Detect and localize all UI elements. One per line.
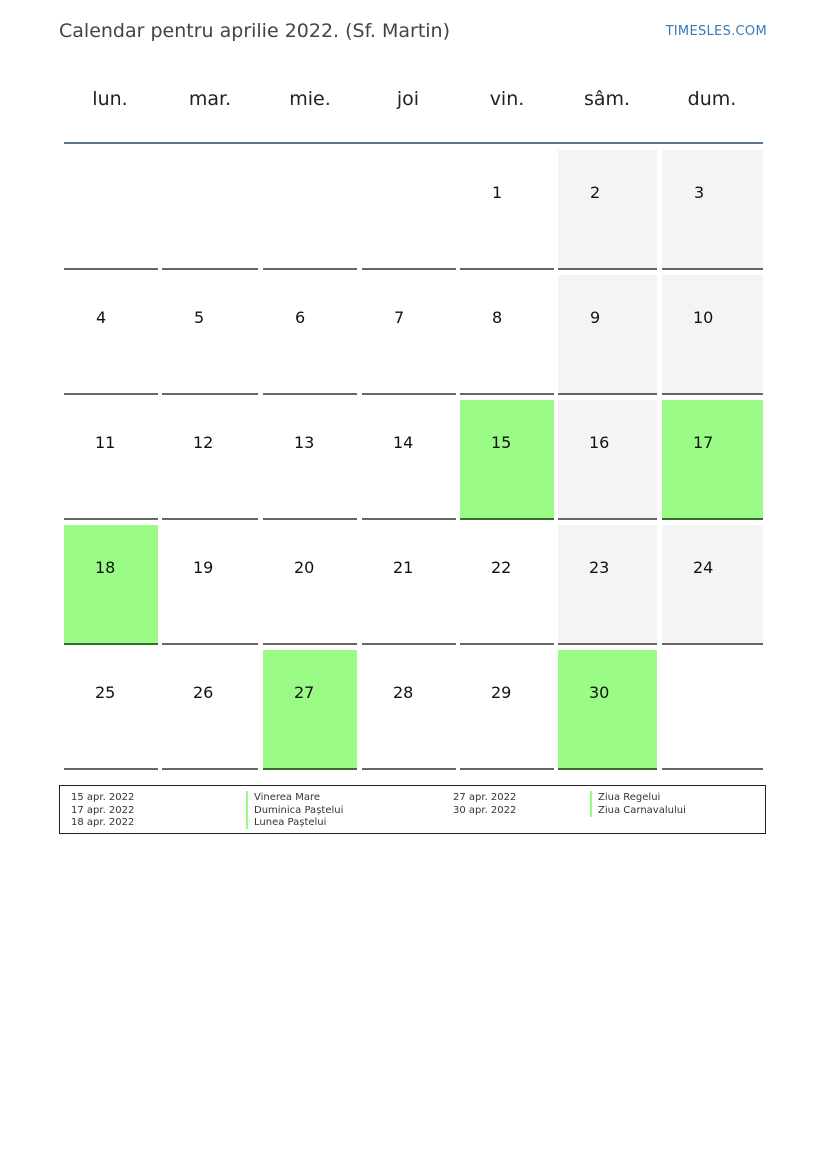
legend-item bbox=[60, 816, 765, 829]
day-cell[interactable] bbox=[662, 150, 763, 270]
day-number: 2 bbox=[590, 183, 601, 202]
weekday-label: mar. bbox=[188, 88, 232, 110]
day-cell[interactable] bbox=[162, 525, 258, 645]
day-number: 16 bbox=[589, 433, 610, 452]
page-title: Calendar pentru aprilie 2022. (Sf. Martin) bbox=[59, 20, 451, 42]
day-number: 13 bbox=[294, 433, 315, 452]
day-number: 28 bbox=[393, 683, 414, 702]
day-number: 26 bbox=[193, 683, 214, 702]
holiday-legend bbox=[59, 785, 766, 834]
day-cell[interactable] bbox=[64, 400, 158, 520]
day-cell[interactable] bbox=[162, 275, 258, 395]
legend-date: 15 apr. 2022 bbox=[71, 792, 135, 803]
day-number: 30 bbox=[589, 683, 610, 702]
day-number: 1 bbox=[492, 183, 503, 202]
day-number: 19 bbox=[193, 558, 214, 577]
empty-day-cell bbox=[362, 150, 456, 270]
day-cell[interactable] bbox=[460, 150, 554, 270]
legend-item bbox=[60, 791, 765, 804]
holiday-day-cell[interactable] bbox=[460, 400, 554, 520]
day-cell[interactable] bbox=[662, 525, 763, 645]
day-cell[interactable] bbox=[362, 400, 456, 520]
day-number: 4 bbox=[96, 308, 107, 327]
day-cell[interactable] bbox=[460, 275, 554, 395]
day-cell[interactable] bbox=[263, 525, 357, 645]
weekday-label: joi bbox=[396, 88, 420, 110]
legend-date: 17 apr. 2022 bbox=[71, 804, 135, 816]
weekday-label: lun. bbox=[92, 88, 128, 110]
day-cell[interactable] bbox=[362, 525, 456, 645]
legend-item bbox=[60, 804, 765, 817]
day-cell[interactable] bbox=[64, 275, 158, 395]
day-cell[interactable] bbox=[162, 650, 258, 770]
day-number: 3 bbox=[694, 183, 705, 202]
day-number: 6 bbox=[295, 308, 306, 327]
day-cell[interactable] bbox=[558, 275, 657, 395]
holiday-day-cell[interactable] bbox=[558, 650, 657, 770]
day-cell[interactable] bbox=[64, 650, 158, 770]
legend-holiday-name: Duminica Paștelui bbox=[246, 804, 343, 817]
day-number: 24 bbox=[693, 558, 714, 577]
day-number: 5 bbox=[194, 308, 205, 327]
weekday-label: dum. bbox=[687, 88, 737, 110]
day-cell[interactable] bbox=[362, 650, 456, 770]
holiday-day-cell[interactable] bbox=[263, 650, 357, 770]
legend-date: 27 apr. 2022 bbox=[453, 792, 517, 803]
day-number: 20 bbox=[294, 558, 315, 577]
day-number: 12 bbox=[193, 433, 214, 452]
day-cell[interactable] bbox=[662, 275, 763, 395]
empty-day-cell bbox=[662, 650, 763, 770]
day-number: 15 bbox=[491, 433, 512, 452]
weekday-label: sâm. bbox=[583, 88, 631, 110]
holiday-day-cell[interactable] bbox=[662, 400, 763, 520]
day-number: 27 bbox=[294, 683, 315, 702]
holiday-day-cell[interactable] bbox=[64, 525, 158, 645]
day-cell[interactable] bbox=[162, 400, 258, 520]
day-cell[interactable] bbox=[558, 400, 657, 520]
day-cell[interactable] bbox=[263, 275, 357, 395]
day-number: 21 bbox=[393, 558, 414, 577]
day-number: 17 bbox=[693, 433, 714, 452]
day-cell[interactable] bbox=[263, 400, 357, 520]
legend-holiday-name: Lunea Paștelui bbox=[246, 816, 326, 829]
day-cell[interactable] bbox=[362, 275, 456, 395]
weekday-label: mie. bbox=[289, 88, 331, 110]
empty-day-cell bbox=[162, 150, 258, 270]
day-cell[interactable] bbox=[460, 650, 554, 770]
day-number: 11 bbox=[95, 433, 116, 452]
empty-day-cell bbox=[64, 150, 158, 270]
legend-holiday-name: Ziua Carnavalului bbox=[590, 804, 686, 817]
day-number: 9 bbox=[590, 308, 601, 327]
day-cell[interactable] bbox=[558, 525, 657, 645]
day-number: 22 bbox=[491, 558, 512, 577]
legend-holiday-name: Vinerea Mare bbox=[246, 791, 320, 804]
brand-logo[interactable]: TIMESLES.COM bbox=[665, 24, 767, 39]
day-cell[interactable] bbox=[558, 150, 657, 270]
day-number: 7 bbox=[394, 308, 405, 327]
day-number: 23 bbox=[589, 558, 610, 577]
day-cell[interactable] bbox=[460, 525, 554, 645]
header-divider bbox=[64, 142, 763, 144]
weekday-label: vin. bbox=[489, 88, 525, 110]
day-number: 18 bbox=[95, 558, 116, 577]
day-number: 8 bbox=[492, 308, 503, 327]
legend-date: 30 apr. 2022 bbox=[453, 804, 517, 816]
day-number: 10 bbox=[693, 308, 714, 327]
day-number: 14 bbox=[393, 433, 414, 452]
weekday-header bbox=[60, 88, 767, 120]
legend-date: 18 apr. 2022 bbox=[71, 817, 135, 828]
day-number: 25 bbox=[95, 683, 116, 702]
legend-holiday-name: Ziua Regelui bbox=[590, 791, 660, 804]
day-number: 29 bbox=[491, 683, 512, 702]
empty-day-cell bbox=[263, 150, 357, 270]
